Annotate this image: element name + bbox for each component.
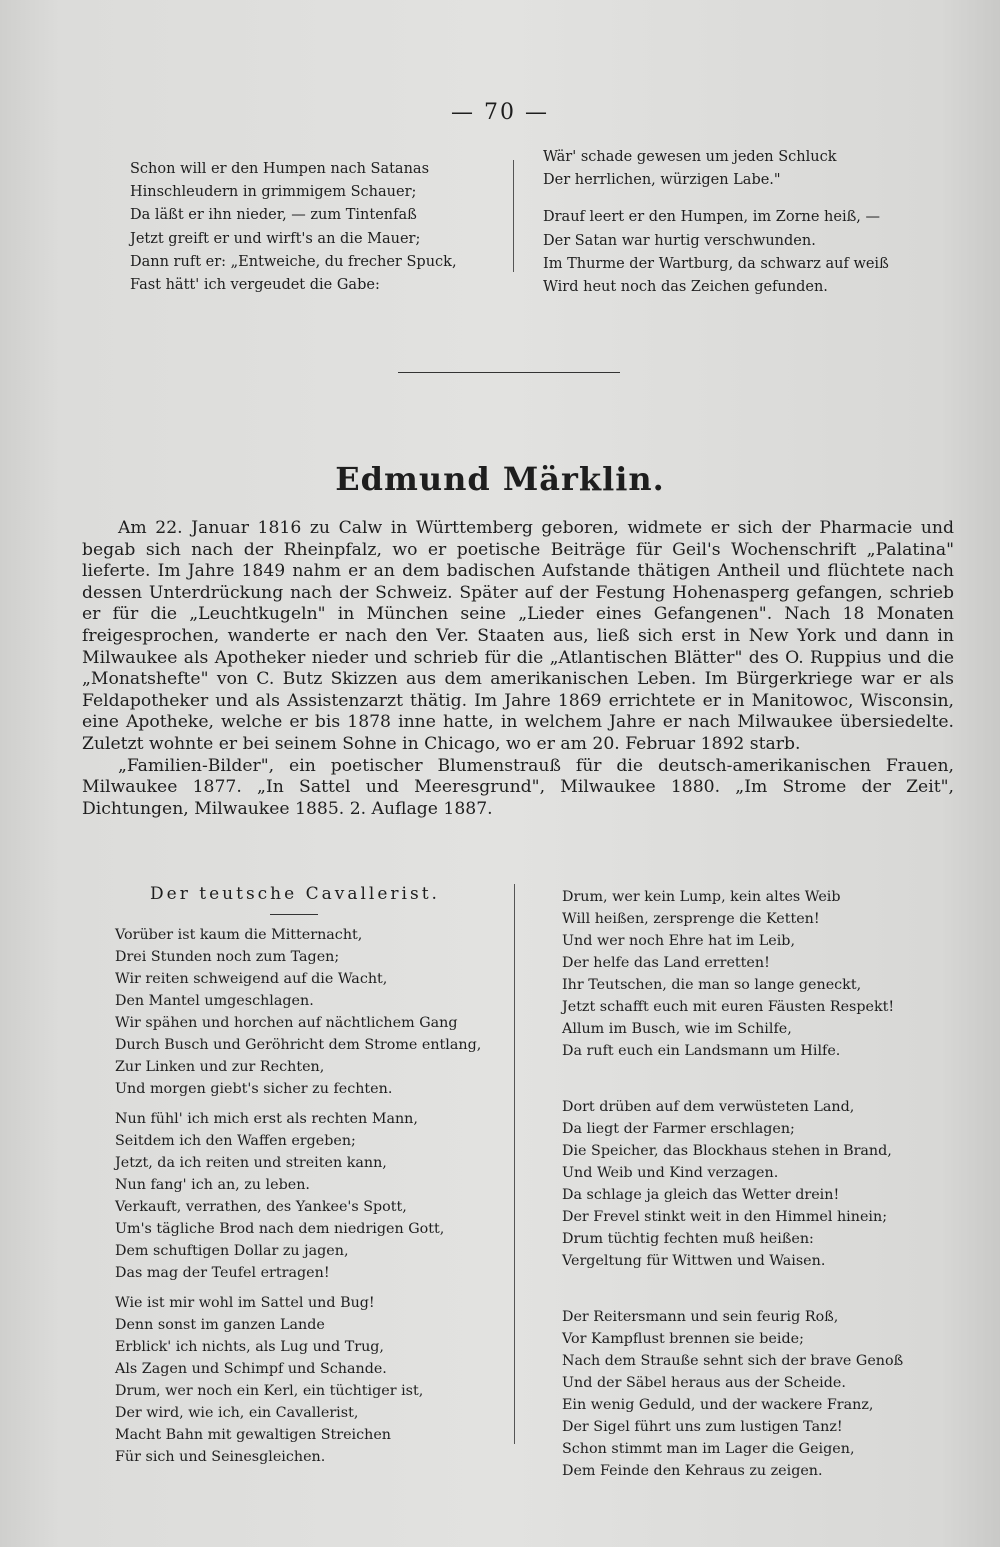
verse-line: Und Weib und Kind verzagen.	[562, 1165, 779, 1181]
verse-line: Vor Kampflust brennen sie beide;	[562, 1331, 804, 1347]
verse-line: Da ruft euch ein Landsmann um Hilfe.	[562, 1043, 841, 1059]
verse-line: Der helfe das Land erretten!	[562, 955, 770, 971]
verse-line: Wär' schade gewesen um jeden Schluck	[543, 149, 837, 165]
verse-line: Seitdem ich den Waffen ergeben;	[115, 1133, 356, 1149]
verse-line: Dem schuftigen Dollar zu jagen,	[115, 1243, 349, 1259]
verse-line: Nun fühl' ich mich erst als rechten Mann,	[115, 1111, 418, 1127]
verse-line: Dem Feinde den Kehraus zu zeigen.	[562, 1463, 823, 1479]
verse-line: Für sich und Seinesgleichen.	[115, 1449, 326, 1465]
poem-title-underline	[270, 914, 318, 915]
verse-line: Die Speicher, das Blockhaus stehen in Brand,	[562, 1143, 892, 1159]
verse-line: Der wird, wie ich, ein Cavallerist,	[115, 1405, 359, 1421]
works-paragraph: „Familien-Bilder", ein poetischer Blumenstrauß für die deutsch-amerikanischen Frauen, Milwaukee 1877. „In Sattel und Meeresgrund", Milwaukee 1880. „Im Strome der Zeit", Dichtungen, Milwaukee 1885. 2. Auflage 1887.	[82, 755, 954, 819]
verse-line: Drauf leert er den Humpen, im Zorne heiß, —	[543, 209, 880, 226]
verse-line: Jetzt greift er und wirft's an die Mauer;	[130, 230, 421, 247]
verse-line: Ihr Teutschen, die man so lange geneckt,	[562, 977, 862, 993]
section-separator	[398, 372, 620, 373]
verse-line: Wie ist mir wohl im Sattel und Bug!	[115, 1295, 375, 1311]
verse-line: Allum im Busch, wie im Schilfe,	[562, 1021, 792, 1037]
verse-line: Wir spähen und horchen auf nächtlichem Gang	[115, 1015, 458, 1031]
column-divider	[513, 160, 514, 272]
verse-line: Da schlage ja gleich das Wetter drein!	[562, 1187, 840, 1203]
verse-line: Der Frevel stinkt weit in den Himmel hinein;	[562, 1209, 888, 1225]
verse-line: Dort drüben auf dem verwüsteten Land,	[562, 1099, 855, 1115]
verse-line: Und wer noch Ehre hat im Leib,	[562, 933, 796, 949]
verse-line: Und morgen giebt's sicher zu fechten.	[115, 1081, 393, 1097]
verse-line: Den Mantel umgeschlagen.	[115, 993, 314, 1009]
top-poem-right-column	[543, 146, 889, 299]
verse-line: Und der Säbel heraus aus der Scheide.	[562, 1375, 846, 1391]
verse-line: Da liegt der Farmer erschlagen;	[562, 1121, 795, 1137]
verse-line: Dann ruft er: „Entweiche, du frecher Spuck,	[130, 253, 457, 270]
verse-line: Jetzt, da ich reiten und streiten kann,	[115, 1155, 387, 1171]
verse-line: Da läßt er ihn nieder, — zum Tintenfaß	[130, 207, 417, 224]
biography-text	[82, 518, 954, 820]
verse-line: Erblick' ich nichts, als Lug und Trug,	[115, 1339, 384, 1355]
verse-line: Der Satan war hurtig verschwunden.	[543, 232, 816, 249]
poem-left-column	[115, 924, 481, 1468]
verse-line: Ein wenig Geduld, und der wackere Franz,	[562, 1397, 874, 1413]
verse-line: Im Thurme der Wartburg, da schwarz auf weiß	[543, 255, 889, 272]
verse-line: Der herrlichen, würzigen Labe."	[543, 172, 781, 189]
verse-line: Wird heut noch das Zeichen gefunden.	[543, 279, 828, 296]
verse-line: Schon will er den Humpen nach Satanas	[130, 161, 430, 177]
page-number: — 70 —	[451, 100, 549, 125]
verse-line: Drum, wer noch ein Kerl, ein tüchtiger ist,	[115, 1383, 424, 1399]
verse-line: Drei Stunden noch zum Tagen;	[115, 949, 340, 965]
verse-line: Als Zagen und Schimpf und Schande.	[115, 1361, 387, 1377]
verse-line: Fast hätt' ich vergeudet die Gabe:	[130, 277, 380, 294]
verse-line: Will heißen, zersprenge die Ketten!	[562, 911, 820, 927]
verse-line: Nun fang' ich an, zu leben.	[115, 1177, 310, 1193]
verse-line: Der Sigel führt uns zum lustigen Tanz!	[562, 1419, 843, 1435]
verse-line: Wir reiten schweigend auf die Wacht,	[115, 971, 388, 987]
verse-line: Drum tüchtig fechten muß heißen:	[562, 1231, 814, 1247]
verse-line: Vorüber ist kaum die Mitternacht,	[115, 927, 363, 943]
top-poem-left-column	[130, 158, 457, 297]
verse-line: Macht Bahn mit gewaltigen Streichen	[115, 1427, 391, 1443]
column-divider	[514, 884, 515, 1444]
verse-line: Denn sonst im ganzen Lande	[115, 1317, 325, 1333]
poem-title: Der teutsche Cavallerist.	[150, 884, 440, 904]
verse-line: Nach dem Strauße sehnt sich der brave Genoß	[562, 1353, 904, 1369]
biography-paragraph: Am 22. Januar 1816 zu Calw in Württemberg geboren, widmete er sich der Pharmacie und begab sich nach der Rheinpfalz, wo er poetische Beiträge für Geil's Wochenschrift „Palatina" lieferte. Im Jahre 1849 nahm er an dem badischen Aufstande thätigen Antheil und flüchtete nach dessen Unterdrückung nach der Schweiz. Später auf der Festung Hohenasperg gefangen, schrieb er für die „Leuchtkugeln" in München seine „Lieder eines Gefangenen". Nach 18 Monaten freigesprochen, wanderte er nach den Ver. Staaten aus, ließ sich erst in New York und dann in Milwaukee als Apotheker nieder und schrieb für die „Atlantischen Blätter" des O. Ruppius und die „Monatshefte" von C. Butz Skizzen aus dem amerikanischen Leben. Im Bürgerkriege war er als Feldapotheker und als Assistenzarzt thätig. Im Jahre 1869 errichtete er in Manitowoc, Wisconsin, eine Apotheke, welche er bis 1878 inne hatte, in welchem Jahre er nach Milwaukee übersiedelte. Zuletzt wohnte er bei seinem Sohne in Chicago, wo er am 20. Februar 1892 starb.	[82, 518, 954, 754]
verse-line: Hinschleudern in grimmigem Schauer;	[130, 184, 417, 201]
verse-line: Der Reitersmann und sein feurig Roß,	[562, 1309, 839, 1325]
verse-line: Zur Linken und zur Rechten,	[115, 1059, 325, 1075]
poem-right-column	[562, 886, 903, 1482]
verse-line: Vergeltung für Wittwen und Waisen.	[562, 1253, 826, 1269]
verse-line: Drum, wer kein Lump, kein altes Weib	[562, 889, 841, 905]
verse-line: Schon stimmt man im Lager die Geigen,	[562, 1441, 855, 1457]
verse-line: Das mag der Teufel ertragen!	[115, 1265, 330, 1281]
verse-line: Durch Busch und Geröhricht dem Strome entlang,	[115, 1037, 482, 1053]
verse-line: Verkauft, verrathen, des Yankee's Spott,	[115, 1199, 407, 1215]
verse-line: Jetzt schafft euch mit euren Fäusten Respekt!	[562, 999, 895, 1015]
bio-title: Edmund Märklin.	[335, 460, 665, 498]
verse-line: Um's tägliche Brod nach dem niedrigen Gott,	[115, 1221, 445, 1237]
